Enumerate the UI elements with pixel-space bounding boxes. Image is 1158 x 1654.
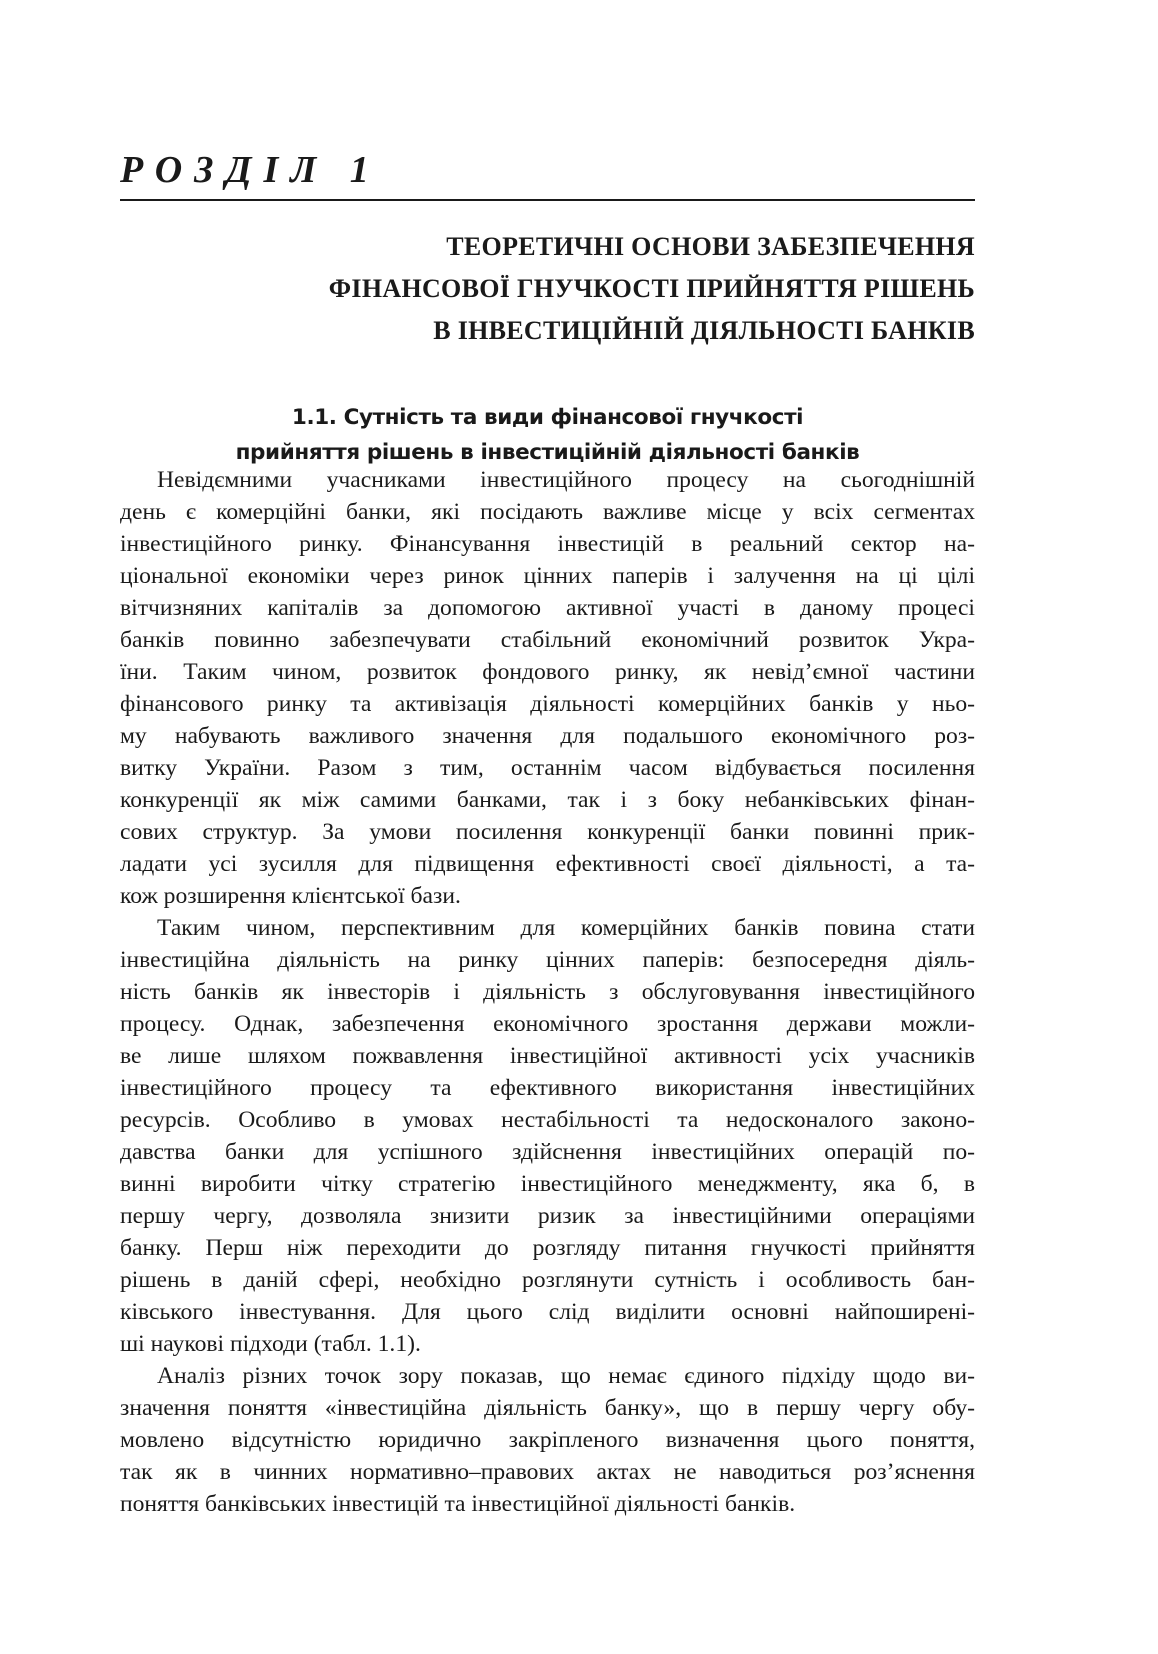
text-line: мовлено відсутністю юридично закріпленого визначення цього поняття, <box>120 1427 975 1453</box>
chapter-label: РОЗДІЛ 1 <box>120 149 381 191</box>
text-line: ківського інвестування. Для цього слід виділити основні найпоширені- <box>120 1299 975 1325</box>
text-line: першу чергу, дозволяла знизити ризик за інвестиційними операціями <box>120 1203 975 1229</box>
chapter-title-line: ТЕОРЕТИЧНІ ОСНОВИ ЗАБЕЗПЕЧЕННЯ <box>446 232 975 261</box>
text-line: Аналіз різних точок зору показав, що немає єдиного підхіду щодо ви- <box>157 1363 975 1389</box>
text-line: фінансового ринку та активізація діяльності комерційних банків у ньо- <box>120 691 975 717</box>
paragraph <box>120 1360 975 1520</box>
text-line: банків повинно забезпечувати стабільний економічний розвиток Укра- <box>120 627 975 653</box>
text-line: інвестиційного ринку. Фінансування інвестицій в реальний сектор на- <box>120 531 975 557</box>
text-line: процесу. Однак, забезпечення економічного зростання держави можли- <box>120 1011 975 1037</box>
text-line: так як в чинних нормативно–правових актах не наводиться роз’яснення <box>120 1459 975 1485</box>
text-line: сових структур. За умови посилення конкуренції банки повинні прик- <box>120 819 975 845</box>
text-line: поняття банківських інвестицій та інвестиційної діяльності банків. <box>120 1491 796 1517</box>
body-text <box>120 464 975 1520</box>
text-line: рішень в даній сфері, необхідно розглянути сутність і особливость бан- <box>120 1267 975 1293</box>
text-line: інвестиційного процесу та ефективного використання інвестиційних <box>120 1075 975 1101</box>
text-line: кож розширення клієнтської бази. <box>120 883 461 909</box>
chapter-rule <box>120 199 975 201</box>
text-line: ність банків як інвесторів і діяльність з обслуговування інвестиційного <box>120 979 975 1005</box>
text-line: ші наукові підходи (табл. 1.1). <box>120 1331 421 1357</box>
chapter-title-line: В ІНВЕСТИЦІЙНІЙ ДІЯЛЬНОСТІ БАНКІВ <box>433 316 975 345</box>
text-line: інвестиційна діяльність на ринку цінних паперів: безпосередня діяль- <box>120 947 975 973</box>
chapter-title-line: ФІНАНСОВОЇ ГНУЧКОСТІ ПРИЙНЯТТЯ РІШЕНЬ <box>328 274 975 303</box>
text-line: ладати усі зусилля для підвищення ефективності своєї діяльності, а та- <box>120 851 975 877</box>
text-line: конкуренції як між самими банками, так і з боку небанківських фінан- <box>120 787 975 813</box>
text-line: Таким чином, перспективним для комерційних банків повина стати <box>157 915 975 941</box>
section-title-line: 1.1. Сутність та види фінансової гнучкості <box>291 405 804 430</box>
text-line: давства банки для успішного здійснення інвестиційних операцій по- <box>120 1139 975 1165</box>
text-line: витку України. Разом з тим, останнім часом відбувається посилення <box>120 755 975 781</box>
paragraph <box>120 464 975 912</box>
section-title-line: прийняття рішень в інвестиційній діяльності банків <box>235 440 860 465</box>
paragraph <box>120 912 975 1360</box>
text-line: день є комерційні банки, які посідають важливе місце у всіх сегментах <box>120 499 975 525</box>
text-line: ресурсів. Особливо в умовах нестабільності та недосконалого законо- <box>120 1107 975 1133</box>
chapter-title <box>120 226 975 352</box>
text-line: Невідємними учасниками інвестиційного процесу на сьогоднішній <box>157 467 975 493</box>
text-line: значення поняття «інвестиційна діяльність банку», що в першу чергу обу- <box>120 1395 975 1421</box>
section-title <box>120 400 975 470</box>
text-line: винні виробити чітку стратегію інвестиційного менеджменту, яка б, в <box>120 1171 975 1197</box>
text-line: ціональної економіки через ринок цінних паперів і залучення на ці цілі <box>120 563 975 589</box>
text-line: му набувають важливого значення для подальшого економічного роз- <box>120 723 975 749</box>
text-line: банку. Перш ніж переходити до розгляду питання гнучкості прийняття <box>120 1235 975 1261</box>
text-line: вітчизняних капіталів за допомогою активної участі в даному процесі <box>120 595 975 621</box>
text-line: ве лише шляхом пожвавлення інвестиційної активності усіх учасників <box>120 1043 975 1069</box>
text-line: їни. Таким чином, розвиток фондового ринку, як невід’ємної частини <box>120 659 975 685</box>
